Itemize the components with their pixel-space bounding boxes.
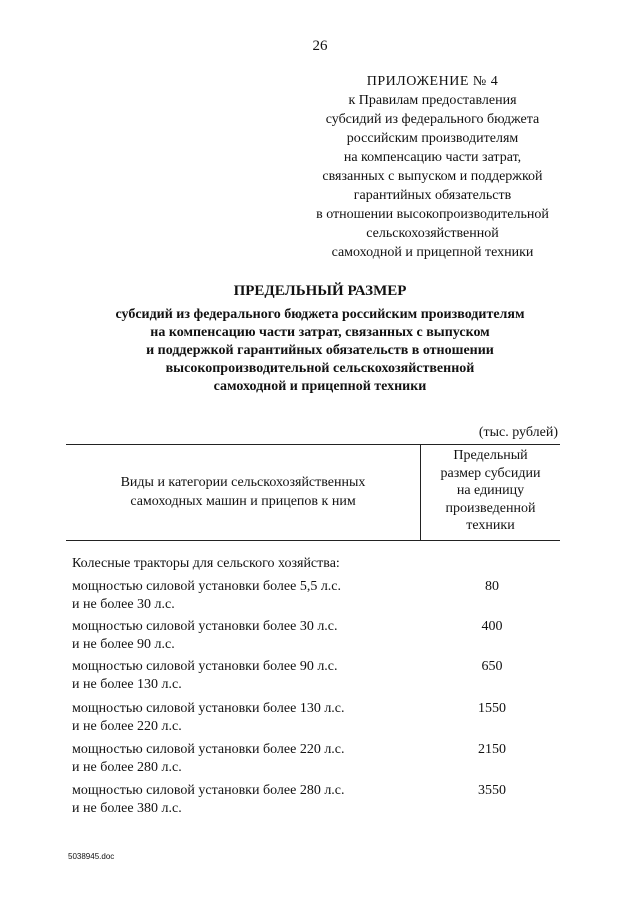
appendix-line: на компенсацию части затрат, (343, 150, 522, 165)
row-line: и не более 30 л.с. (72, 597, 175, 612)
subtitle-line: высокопроизводительной сельскохозяйственной (165, 361, 475, 376)
row-line: и не более 380 л.с. (72, 801, 182, 816)
header-right-line: техники (466, 518, 515, 533)
appendix-line: гарантийных обязательств (353, 188, 512, 203)
row-description (72, 618, 412, 654)
row-description (72, 700, 412, 736)
header-left-line: самоходных машин и прицепов к ним (130, 494, 356, 509)
appendix-line: в отношении высокопроизводительной (316, 207, 549, 222)
appendix-line: к Правилам предоставления (348, 93, 517, 108)
subtitle-line: и поддержкой гарантийных обязательств в отношении (146, 343, 494, 358)
table-header (66, 444, 560, 541)
row-value: 1550 (478, 701, 506, 716)
document-subtitle (90, 306, 550, 396)
document-title: ПРЕДЕЛЬНЫЙ РАЗМЕР (233, 283, 407, 299)
header-column-subsidy (421, 447, 560, 535)
row-value: 650 (481, 659, 503, 674)
row-line: и не более 90 л.с. (72, 637, 175, 652)
row-line: мощностью силовой установки более 220 л.с. (72, 742, 345, 757)
row-line: мощностью силовой установки более 280 л.с. (72, 783, 345, 798)
appendix-title: ПРИЛОЖЕНИЕ № 4 (366, 74, 499, 89)
header-left-line: Виды и категории сельскохозяйственных (120, 475, 366, 490)
row-description (72, 782, 412, 818)
header-right-line: произведенной (445, 500, 536, 516)
subtitle-line: субсидий из федерального бюджета российским производителям (115, 307, 525, 322)
row-description (72, 741, 412, 777)
header-right-line: размер субсидии (440, 465, 541, 481)
row-value: 3550 (478, 783, 506, 798)
row-line: мощностью силовой установки более 5,5 л.с. (72, 579, 342, 594)
units-label: (тыс. рублей) (478, 425, 558, 440)
appendix-line: связанных с выпуском и поддержкой (322, 169, 543, 184)
subtitle-line: на компенсацию части затрат, связанных с выпуском (150, 325, 490, 340)
subtitle-line: самоходной и прицепной техники (213, 379, 427, 394)
document-code: 5038945.doc (68, 852, 115, 861)
row-line: и не более 220 л.с. (72, 719, 182, 734)
appendix-line: сельскохозяйственной (366, 226, 499, 241)
section-title: Колесные тракторы для сельского хозяйства: (72, 556, 340, 571)
row-line: мощностью силовой установки более 130 л.с. (72, 701, 345, 716)
row-value: 400 (481, 619, 503, 634)
row-description (72, 658, 412, 694)
row-line: мощностью силовой установки более 90 л.с. (72, 659, 338, 674)
header-right-line: Предельный (453, 448, 528, 463)
page-number: 26 (312, 38, 328, 54)
row-line: и не более 130 л.с. (72, 677, 182, 692)
row-line: мощностью силовой установки более 30 л.с. (72, 619, 338, 634)
row-line: и не более 280 л.с. (72, 760, 182, 775)
appendix-block (300, 72, 565, 262)
header-column-categories (66, 473, 420, 511)
row-description (72, 578, 412, 614)
appendix-line: субсидий из федерального бюджета (325, 112, 540, 127)
header-right-line: на единицу (456, 483, 525, 498)
appendix-line: самоходной и прицепной техники (331, 245, 534, 260)
appendix-line: российским производителям (346, 131, 519, 146)
row-value: 2150 (478, 742, 506, 757)
row-value: 80 (485, 579, 499, 594)
